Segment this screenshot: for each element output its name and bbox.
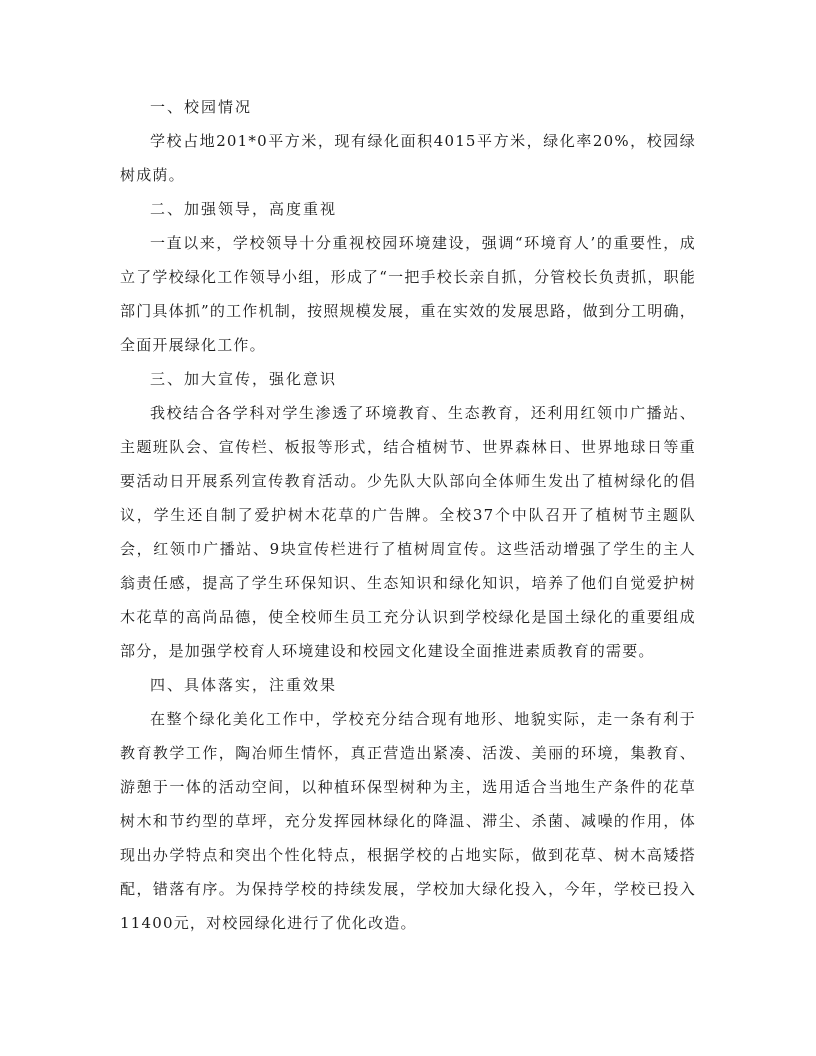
section-heading: 二、加强领导，高度重视 xyxy=(150,200,338,218)
section-publicity xyxy=(120,362,696,668)
section-paragraph: 一直以来，学校领导十分重视校园环境建设，强调“环境育人’的重要性，成立了学校绿化工作领导小组，形成了“一把手校长亲自抓，分管校长负责抓，职能部门具体抓”的工作机制，按照规模发展，重在实效的发展思路，做到分工明确，全面开展绿化工作。 xyxy=(120,234,696,354)
section-paragraph: 在整个绿化美化工作中，学校充分结合现有地形、地貌实际，走一条有利于教育教学工作，陶冶师生情怀，真正营造出紧凑、活泼、美丽的环境，集教育、游憩于一体的活动空间，以种植环保型树种为主，选用适合当地生产条件的花草树木和节约型的草坪，充分发挥园林绿化的降温、滞尘、杀菌、减噪的作用，体现出办学特点和突出个性化特点，根据学校的占地实际，做到花草、树木高矮搭配，错落有序。为保持学校的持续发展，学校加大绿化投入，今年，学校已投入11400元，对校园绿化进行了优化改造。 xyxy=(120,710,696,932)
section-heading: 三、加大宣传，强化意识 xyxy=(150,370,338,388)
section-implementation xyxy=(120,668,696,940)
document-body xyxy=(120,90,696,940)
section-paragraph: 学校占地201*0平方米，现有绿化面积4015平方米，绿化率20%，校园绿树成荫。 xyxy=(120,132,696,184)
section-leadership xyxy=(120,192,696,362)
section-heading: 一、校园情况 xyxy=(150,98,253,116)
section-paragraph: 我校结合各学科对学生渗透了环境教育、生态教育，还利用红领巾广播站、主题班队会、宣传栏、板报等形式，结合植树节、世界森林日、世界地球日等重要活动日开展系列宣传教育活动。少先队大队部向全体师生发出了植树绿化的倡议，学生还自制了爱护树木花草的广告牌。全校37个中队召开了植树节主题队会，红领巾广播站、9块宣传栏进行了植树周宣传。这些活动增强了学生的主人翁责任感，提高了学生环保知识、生态知识和绿化知识，培养了他们自觉爱护树木花草的高尚品德，使全校师生员工充分认识到学校绿化是国土绿化的重要组成部分，是加强学校育人环境建设和校园文化建设全面推进素质教育的需要。 xyxy=(120,404,696,660)
section-campus-overview xyxy=(120,90,696,192)
section-heading: 四、具体落实，注重效果 xyxy=(150,676,338,694)
